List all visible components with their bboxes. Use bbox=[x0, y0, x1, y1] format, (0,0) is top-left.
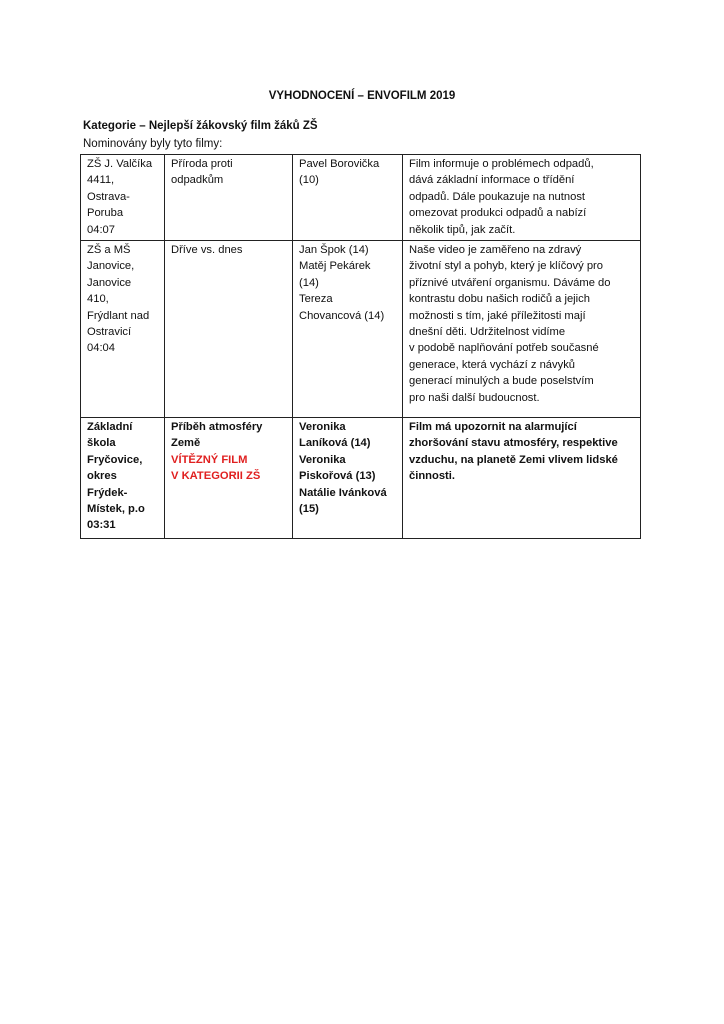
film-duration: 04:07 bbox=[87, 223, 115, 236]
film-duration: 04:04 bbox=[87, 342, 115, 355]
school-line: 410, bbox=[87, 293, 109, 306]
school-line: Fryčovice, bbox=[87, 453, 143, 466]
authors-cell bbox=[293, 155, 403, 241]
author-line: Piskořová (13) bbox=[299, 470, 376, 483]
author-line: Chovancová (14) bbox=[299, 309, 385, 322]
nominated-intro: Nominovány byly tyto filmy: bbox=[83, 138, 223, 150]
school-line: ZŠ a MŠ bbox=[87, 244, 131, 257]
description-line: možnosti s tím, jaké příležitosti mají bbox=[409, 309, 586, 322]
school-line: 4411, bbox=[87, 174, 115, 187]
document-title: VYHODNOCENÍ – ENVOFILM 2019 bbox=[268, 90, 456, 102]
school-cell bbox=[81, 155, 165, 241]
author-line: Pavel Borovička bbox=[299, 158, 380, 170]
school-line: Ostravicí bbox=[87, 326, 132, 339]
school-line: Základní bbox=[87, 421, 133, 434]
description-line: zhoršování stavu atmosféry, respektive bbox=[409, 437, 618, 450]
winner-label: VÍTĚZNÝ FILM bbox=[171, 453, 248, 466]
description-cell bbox=[403, 418, 641, 539]
author-line: (10) bbox=[299, 174, 319, 187]
film-title-line: Příběh atmosféry bbox=[171, 421, 263, 434]
film-title-cell bbox=[165, 155, 293, 241]
school-line: Janovice, bbox=[87, 260, 135, 273]
description-line: Film informuje o problémech odpadů, bbox=[409, 158, 594, 170]
school-cell bbox=[81, 241, 165, 418]
school-line: Frýdek- bbox=[87, 486, 128, 499]
description-line: odpadů. Dále poukazuje na nutnost bbox=[409, 190, 586, 203]
film-title-cell bbox=[165, 418, 293, 539]
description-cell bbox=[403, 155, 641, 241]
author-line: Laníková (14) bbox=[299, 437, 371, 450]
description-line: generace, která vychází z návyků bbox=[409, 358, 576, 371]
description-line: Naše video je zaměřeno na zdravý bbox=[409, 244, 582, 257]
description-line: dává základní informace o třídění bbox=[409, 174, 575, 187]
school-line: Místek, p.o bbox=[87, 503, 145, 516]
author-line: Matěj Pekárek bbox=[299, 260, 371, 273]
category-heading: Kategorie – Nejlepší žákovský film žáků ZŠ bbox=[83, 120, 318, 132]
author-line: Natálie Ivánková bbox=[299, 486, 387, 499]
description-line: několik tipů, jak začít. bbox=[409, 223, 516, 236]
description-line: Film má upozornit na alarmující bbox=[409, 421, 577, 434]
description-line: činnosti. bbox=[409, 470, 455, 483]
description-line: životní styl a pohyb, který je klíčový pro bbox=[409, 260, 603, 273]
author-line: Tereza bbox=[299, 293, 333, 306]
school-line: Ostrava- bbox=[87, 190, 130, 203]
film-title-cell bbox=[165, 241, 293, 418]
author-line: Veronika bbox=[299, 453, 346, 466]
table-row bbox=[81, 418, 641, 539]
school-line: Poruba bbox=[87, 207, 124, 220]
description-line: kontrastu dobu našich rodičů a jejich bbox=[409, 293, 590, 306]
films-table bbox=[80, 154, 641, 539]
film-title-line: odpadkům bbox=[171, 174, 224, 187]
film-title-line: Země bbox=[171, 437, 201, 450]
authors-cell bbox=[293, 241, 403, 418]
description-line: příznivé utváření organismu. Dáváme do bbox=[409, 276, 611, 289]
film-duration: 03:31 bbox=[87, 519, 116, 532]
table-row bbox=[81, 155, 641, 241]
description-line: generací minulých a bude poselstvím bbox=[409, 375, 594, 388]
description-line: pro naši další budoucnost. bbox=[409, 391, 540, 404]
author-line: Jan Špok (14) bbox=[299, 244, 369, 257]
winner-label: V KATEGORII ZŠ bbox=[171, 470, 261, 483]
description-cell bbox=[403, 241, 641, 418]
description-line: omezovat produkci odpadů a nabízí bbox=[409, 207, 587, 220]
description-line: v podobě naplňování potřeb současné bbox=[409, 342, 599, 355]
school-line: ZŠ J. Valčíka bbox=[87, 158, 153, 170]
authors-cell bbox=[293, 418, 403, 539]
description-line: vzduchu, na planetě Zemi vlivem lidské bbox=[409, 453, 618, 466]
author-line: Veronika bbox=[299, 421, 346, 434]
description-line: dnešní děti. Udržitelnost vidíme bbox=[409, 326, 566, 339]
author-line: (15) bbox=[299, 503, 319, 516]
author-line: (14) bbox=[299, 276, 319, 289]
table-row bbox=[81, 241, 641, 418]
school-line: škola bbox=[87, 437, 116, 450]
film-title-line: Dříve vs. dnes bbox=[171, 244, 243, 257]
school-cell bbox=[81, 418, 165, 539]
school-line: Janovice bbox=[87, 276, 132, 289]
school-line: okres bbox=[87, 470, 117, 483]
school-line: Frýdlant nad bbox=[87, 309, 150, 322]
film-title-line: Příroda proti bbox=[171, 158, 233, 170]
